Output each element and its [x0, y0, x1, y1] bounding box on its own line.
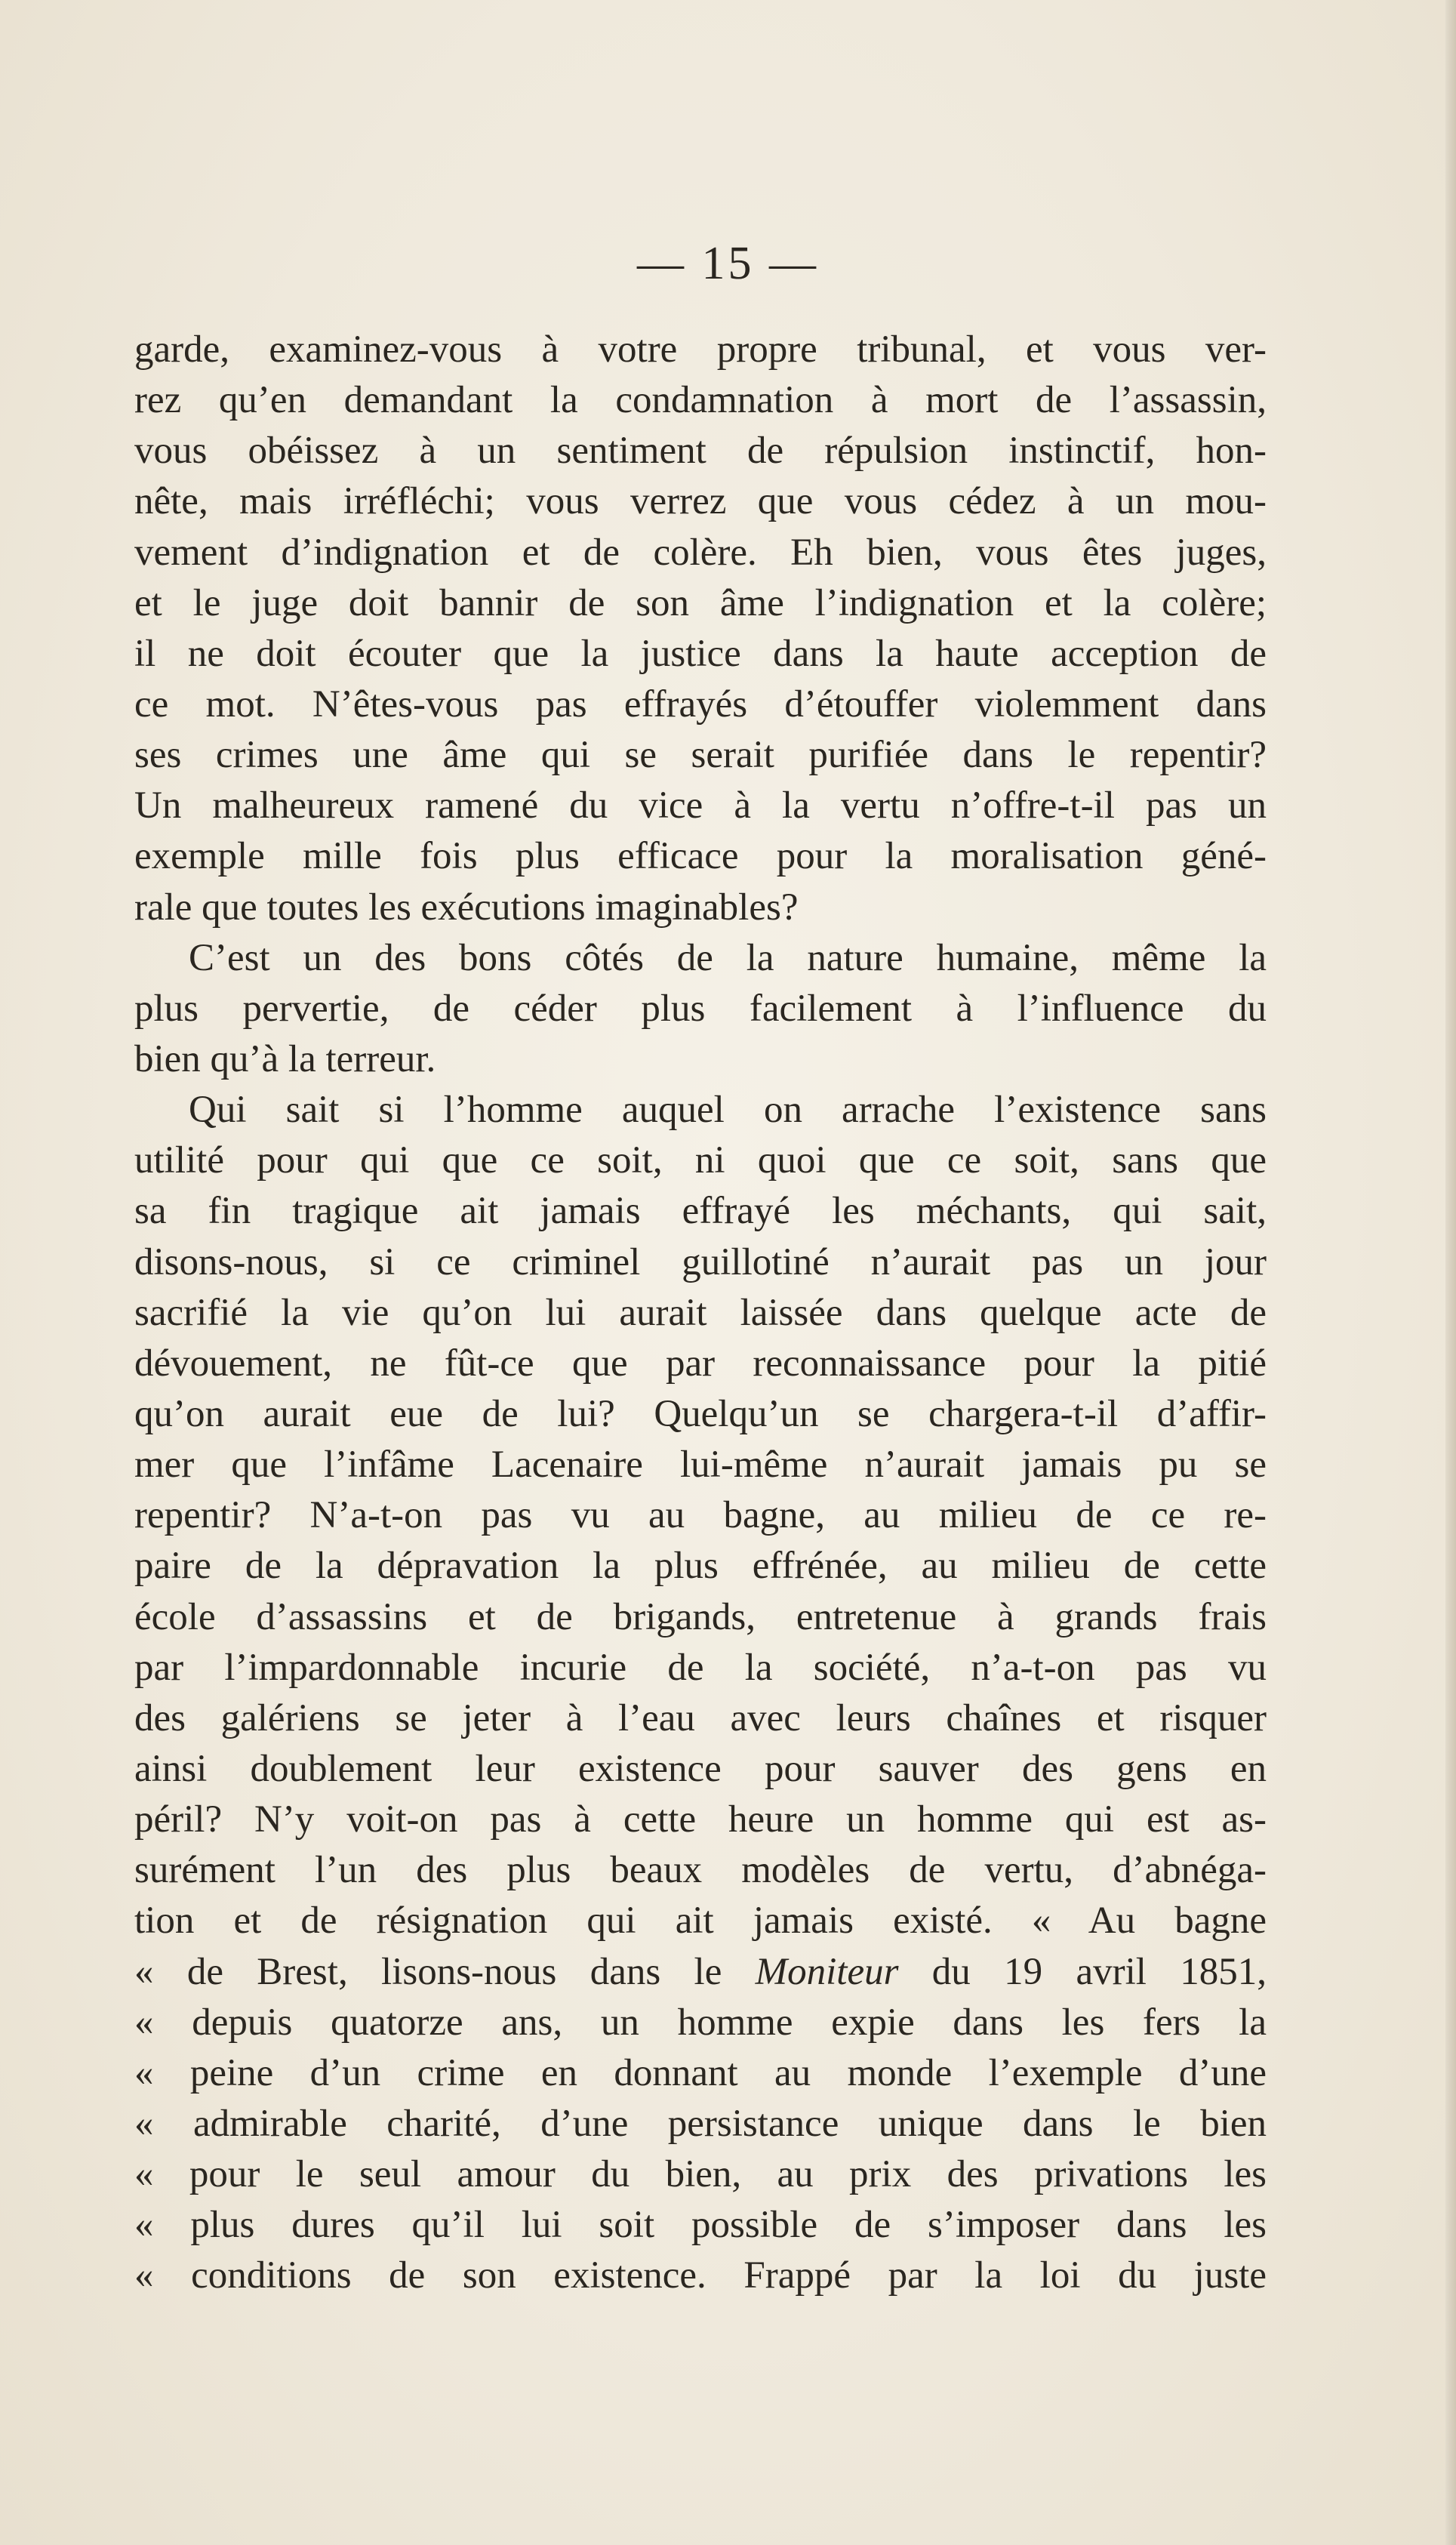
text-line: qu’on aurait eue de lui? Quelqu’un se chargera-t-il d’affir-: [134, 1392, 1267, 1435]
text-line: péril? N’y voit-on pas à cette heure un homme qui est as-: [134, 1798, 1267, 1841]
text-line: Un malheureux ramené du vice à la vertu n’offre-t-il pas un: [134, 784, 1267, 827]
text-line: bien qu’à la terreur.: [134, 1037, 436, 1080]
text-line: des galériens se jeter à l’eau avec leurs chaînes et risquer: [134, 1696, 1267, 1739]
text-line: ce mot. N’êtes-vous pas effrayés d’étouffer violemment dans: [134, 682, 1267, 726]
text-line: et le juge doit bannir de son âme l’indignation et la colère;: [134, 581, 1267, 624]
page-number: — 15 —: [637, 238, 819, 289]
text-line: paire de la dépravation la plus effrénée, au milieu de cette: [134, 1545, 1267, 1588]
text-line: sa fin tragique ait jamais effrayé les méchants, qui sait,: [134, 1190, 1267, 1233]
text-line: tion et de résignation qui ait jamais existé. « Au bagne: [134, 1900, 1267, 1943]
text-line: garde, examinez-vous à votre propre tribunal, et vous ver-: [134, 328, 1267, 371]
paragraph-start-line: C’est un des bons côtés de la nature humaine, même la: [189, 936, 1267, 979]
text-line: rale que toutes les exécutions imaginables?: [134, 886, 799, 929]
text-line: « peine d’un crime en donnant au monde l’exemple d’une: [134, 2051, 1267, 2094]
text-line: « plus dures qu’il lui soit possible de s’imposer dans les: [134, 2204, 1267, 2247]
text-segment: du 19 avril 1851,: [898, 1950, 1267, 1993]
text-line: exemple mille fois plus efficace pour la moralisation géné-: [134, 835, 1267, 878]
paragraph-start-line: Qui sait si l’homme auquel on arrache l’existence sans: [189, 1089, 1267, 1132]
text-line: « pour le seul amour du bien, au prix des privations les: [134, 2153, 1267, 2196]
body-text: [134, 325, 1267, 2301]
text-line: rez qu’en demandant la condamnation à mort de l’assassin,: [134, 379, 1267, 422]
text-line: disons-nous, si ce criminel guillotiné n’aurait pas un jour: [134, 1240, 1267, 1283]
text-line: par l’impardonnable incurie de la société, n’a-t-on pas vu: [134, 1646, 1267, 1689]
text-line: « conditions de son existence. Frappé par la loi du juste: [134, 2254, 1267, 2297]
text-segment: « de Brest, lisons-nous dans le: [134, 1950, 756, 1993]
text-line: repentir? N’a-t-on pas vu au bagne, au milieu de ce re-: [134, 1494, 1267, 1537]
text-line: sacrifié la vie qu’on lui aurait laissée dans quelque acte de: [134, 1291, 1267, 1334]
text-line: « depuis quatorze ans, un homme expie dans les fers la: [134, 2001, 1267, 2044]
page-edge: [1445, 0, 1456, 2545]
text-line: nête, mais irréfléchi; vous verrez que vous cédez à un mou-: [134, 480, 1267, 523]
text-line: école d’assassins et de brigands, entretenue à grands frais: [134, 1595, 1267, 1638]
text-line: plus pervertie, de céder plus facilement à l’influence du: [134, 987, 1267, 1030]
text-line: surément l’un des plus beaux modèles de vertu, d’abnéga-: [134, 1849, 1267, 1892]
text-line: mer que l’infâme Lacenaire lui-même n’aurait jamais pu se: [134, 1444, 1267, 1487]
text-line: ses crimes une âme qui se serait purifiée dans le repentir?: [134, 734, 1267, 777]
text-line: vement d’indignation et de colère. Eh bien, vous êtes juges,: [134, 531, 1267, 574]
text-line: « admirable charité, d’une persistance unique dans le bien: [134, 2102, 1267, 2145]
text-line: ainsi doublement leur existence pour sauver des gens en: [134, 1747, 1267, 1790]
text-line-with-citation: [134, 1947, 1267, 1998]
text-line: utilité pour qui que ce soit, ni quoi que ce soit, sans que: [134, 1139, 1267, 1182]
text-line: il ne doit écouter que la justice dans la haute acception de: [134, 632, 1267, 675]
text-line: dévouement, ne fût-ce que par reconnaissance pour la pitié: [134, 1342, 1267, 1385]
text-line: vous obéissez à un sentiment de répulsion instinctif, hon-: [134, 430, 1267, 473]
newspaper-title: Moniteur: [755, 1950, 899, 1993]
